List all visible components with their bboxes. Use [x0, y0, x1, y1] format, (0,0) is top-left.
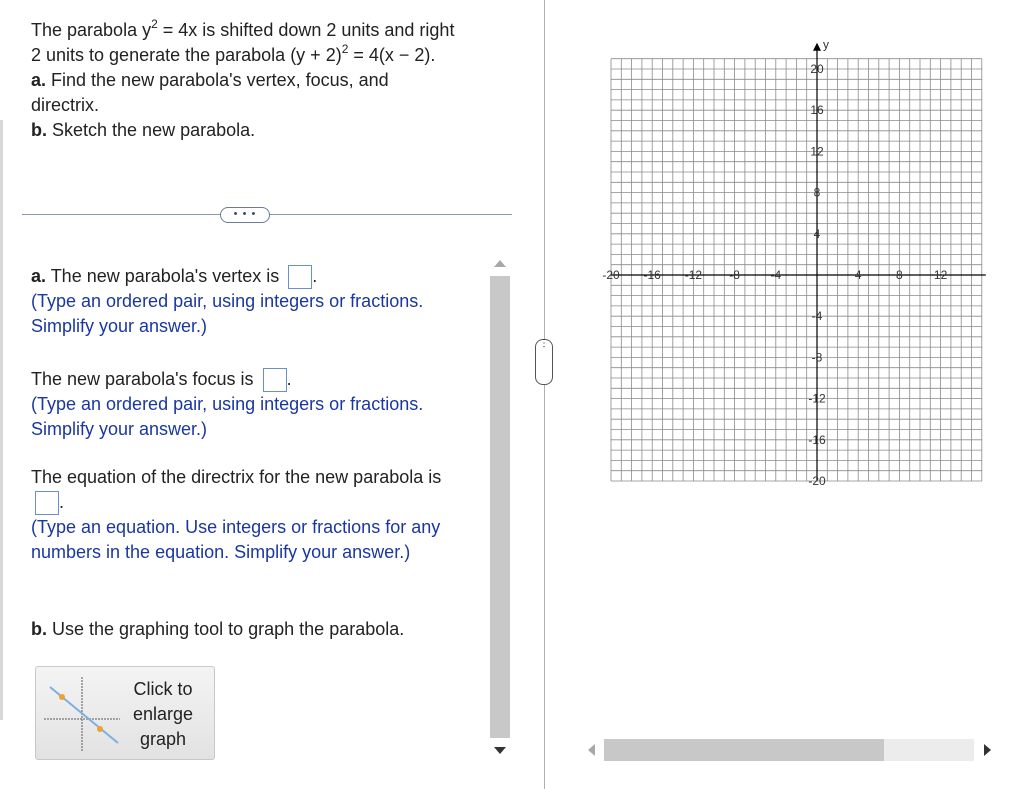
graph-prompt: b. Use the graphing tool to graph the parabola.: [31, 619, 405, 639]
directrix-prompt: The equation of the directrix for the new parabola is .: [31, 465, 471, 515]
focus-question: [31, 367, 471, 442]
left-edge-bar: [0, 120, 3, 720]
y-tick-label: 4: [813, 226, 821, 241]
graph-thumbnail-icon: [42, 673, 122, 753]
enlarge-graph-label: Click to enlarge graph: [132, 679, 194, 749]
y-axis-arrow-icon: [813, 43, 821, 51]
y-tick-label: -4: [811, 309, 823, 324]
x-tick-label: 12: [933, 268, 948, 282]
question-part-b: b. Sketch the new parabola.: [31, 120, 256, 140]
panel-separator: [544, 0, 545, 789]
y-axis-label: y: [823, 37, 829, 52]
focus-hint: (Type an ordered pair, using integers or fractions. Simplify your answer.): [31, 394, 424, 440]
vertex-question: [31, 264, 471, 339]
y-tick-label: -20: [808, 474, 826, 488]
scroll-down-arrow-icon[interactable]: [494, 747, 506, 754]
focus-answer-box[interactable]: [263, 368, 287, 392]
x-tick-label: -20: [602, 268, 620, 282]
directrix-answer-box[interactable]: [35, 491, 59, 515]
x-tick-label: -16: [643, 268, 661, 282]
x-tick-label: -12: [684, 268, 703, 282]
left-panel-scrollbar[interactable]: [489, 252, 511, 762]
panel-resize-handle[interactable]: ⋮: [535, 339, 553, 385]
scroll-left-arrow-icon[interactable]: [588, 744, 595, 756]
question-line-1: The parabola $y^2 = 4x$ is shifted down 2 units and right: [31, 17, 455, 40]
enlarge-graph-button[interactable]: [35, 666, 215, 760]
vertex-answer-box[interactable]: [288, 265, 312, 289]
x-tick-label: 8: [896, 268, 903, 282]
x-tick-label: -4: [770, 268, 782, 282]
directrix-question: [31, 465, 471, 565]
question-part-a: a. Find the new parabola's vertex, focus, and directrix.: [31, 70, 389, 115]
graph-horizontal-scrollbar[interactable]: [578, 737, 998, 763]
y-tick-label: -12: [808, 391, 826, 406]
focus-prompt: The new parabola's focus is .: [31, 367, 471, 392]
scroll-up-arrow-icon[interactable]: [494, 260, 506, 267]
directrix-hint: (Type an equation. Use integers or fractions for any numbers in the equation. Simplify your answer.): [31, 517, 441, 563]
show-more-button[interactable]: • • •: [220, 207, 270, 223]
scrollbar-thumb[interactable]: [490, 276, 510, 738]
graph-question: [31, 617, 471, 642]
question-text: [31, 18, 521, 143]
horizontal-scroll-thumb[interactable]: [604, 739, 884, 761]
y-tick-label: 8: [813, 185, 821, 200]
y-tick-label: 12: [810, 144, 824, 159]
y-tick-label: 20: [810, 62, 824, 76]
x-tick-label: 4: [854, 268, 862, 282]
y-tick-label: -8: [811, 350, 823, 365]
x-tick-label: -8: [729, 268, 740, 282]
vertex-prompt: a. The new parabola's vertex is .: [31, 264, 471, 289]
y-tick-label: -16: [808, 432, 826, 447]
scroll-right-arrow-icon[interactable]: [984, 744, 991, 756]
coordinate-grid[interactable]: [560, 0, 1010, 500]
y-tick-label: 16: [810, 103, 824, 118]
vertex-hint: (Type an ordered pair, using integers or fractions. Simplify your answer.): [31, 291, 424, 337]
question-line-2: 2 units to generate the parabola $(y + 2)^2 = 4(x - 2)$.: [31, 42, 436, 65]
